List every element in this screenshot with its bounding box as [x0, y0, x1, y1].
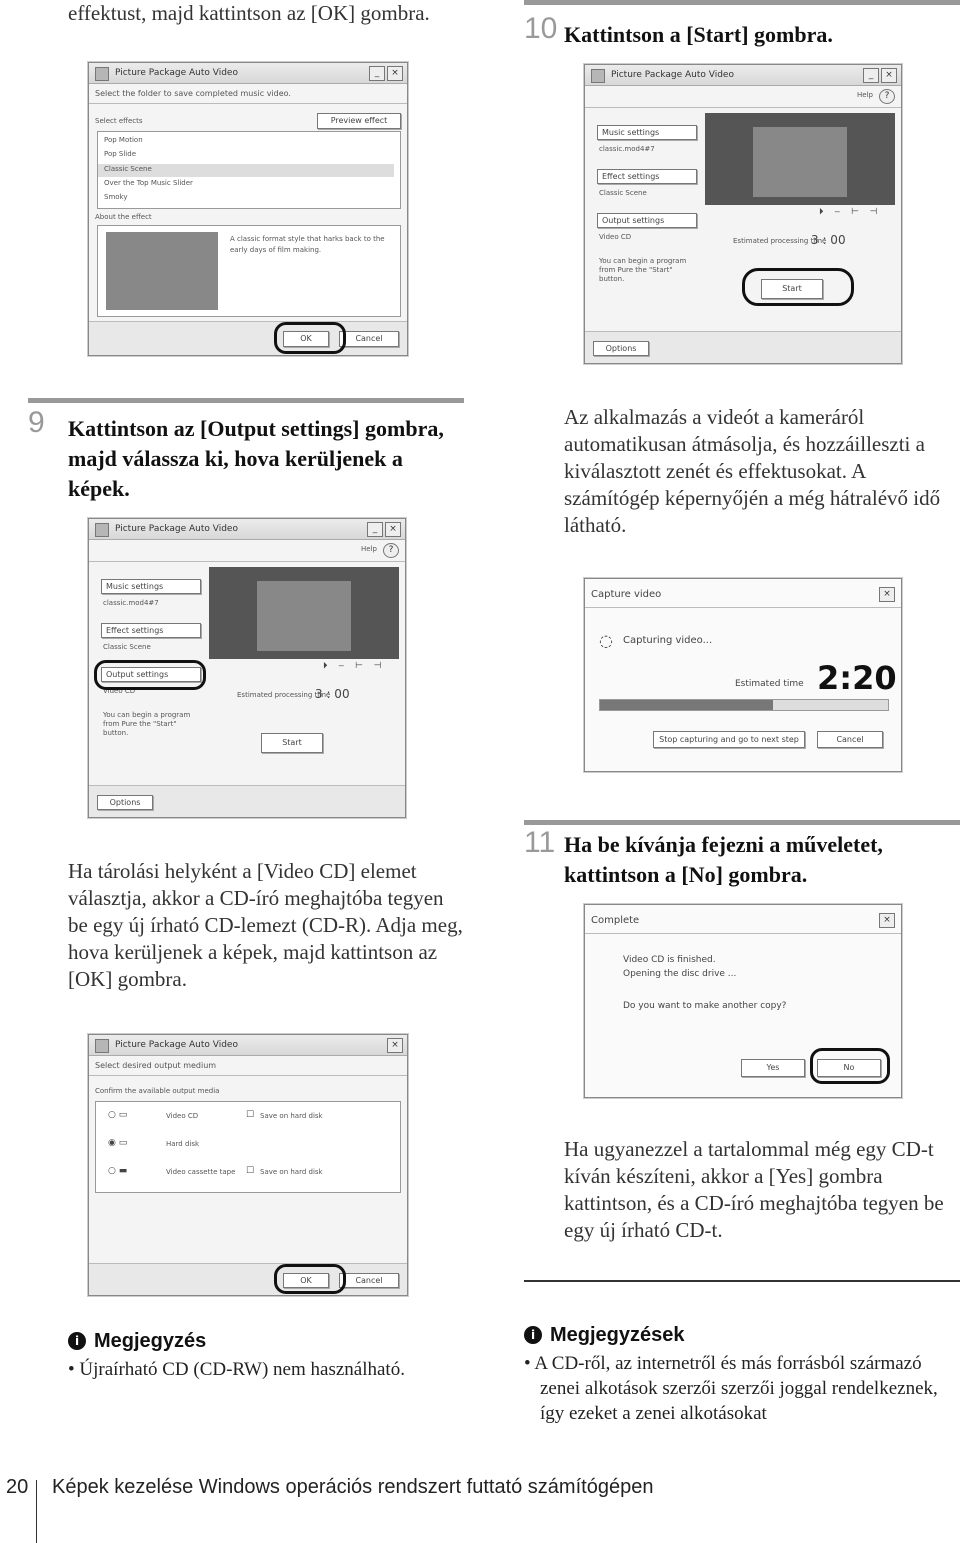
checkbox-icon[interactable]: ☐	[246, 1166, 255, 1176]
app-icon	[591, 69, 605, 83]
music-value: classic.mod4#7	[103, 599, 159, 607]
start-highlight-ring	[742, 268, 854, 306]
ok-button[interactable]: OK	[283, 331, 329, 347]
time-value: 3 : 00	[315, 687, 350, 701]
about-effect-text: A classic format style that harks back to the early days of film making.	[230, 235, 385, 254]
close-icon[interactable]: ×	[387, 1038, 403, 1053]
cancel-button[interactable]: Cancel	[339, 331, 399, 347]
output-value: Video CD	[103, 687, 136, 695]
preview-effect-button[interactable]: Preview effect	[317, 113, 401, 129]
window-titlebar	[89, 1035, 407, 1056]
output-row-label: Video cassette tape	[166, 1168, 236, 1176]
playback-controls[interactable]: ⏵ ‒ ⊢ ⊣	[819, 207, 882, 217]
effect-settings-button[interactable]: Effect settings	[101, 623, 201, 638]
estimated-time-label: Estimated time	[735, 679, 804, 689]
close-icon[interactable]: ×	[385, 522, 401, 537]
video-preview-frame	[257, 581, 351, 651]
minimize-icon[interactable]: _	[367, 522, 383, 537]
capture-dialog-title: Capture video	[591, 589, 662, 600]
intro-text: effektust, majd kattintson az [OK] gombra.	[68, 1, 430, 25]
list-item[interactable]: Over the Top Music Slider	[104, 179, 193, 187]
music-settings-button[interactable]: Music settings	[597, 125, 697, 140]
yes-button[interactable]: Yes	[741, 1059, 805, 1077]
output-row-check: Save on hard disk	[260, 1168, 323, 1176]
video-preview-frame	[753, 127, 847, 197]
help-label[interactable]: Help	[361, 545, 377, 553]
close-icon[interactable]: ×	[881, 68, 897, 83]
time-label: Estimated processing time	[237, 691, 331, 699]
no-button[interactable]: No	[817, 1059, 881, 1077]
section-rule	[524, 1280, 960, 1282]
capture-progress-fill	[600, 700, 773, 710]
stop-capturing-button[interactable]: Stop capturing and go to next step	[653, 731, 805, 748]
window-titlebar	[89, 63, 407, 84]
step9-rule	[28, 398, 464, 403]
note-left: i Megjegyzés • Újraírható CD (CD-RW) nem használható.	[68, 1330, 405, 1380]
ok-button[interactable]: OK	[283, 1273, 329, 1288]
step10-rule	[524, 0, 960, 5]
note-item: Újraírható CD (CD-RW) nem használható.	[79, 1359, 405, 1380]
help-label[interactable]: Help	[857, 91, 873, 99]
window-title: Picture Package Auto Video	[115, 1040, 238, 1050]
radio-video-cd[interactable]: ○ ▭	[108, 1110, 128, 1120]
step11-rule	[524, 820, 960, 825]
close-icon[interactable]: ×	[879, 587, 895, 602]
step11-description: Ha ugyanezzel a tartalommal még egy CD-t kíván készíteni, akkor a [Yes] gombra kattintson, és a CD-író meghajtóba tegyen be egy új írható CD-t.	[564, 1137, 944, 1242]
close-icon[interactable]: ×	[387, 66, 403, 81]
playback-controls[interactable]: ⏵ ‒ ⊢ ⊣	[323, 661, 386, 671]
list-item-selected[interactable]: Classic Scene	[104, 165, 152, 173]
note-item: A CD-ről, az internetről és más forrásból származó zenei alkotások szerzői szerzői joggal rendelkeznek, így ezeket a zenei alkotásokat	[534, 1353, 938, 1424]
minimize-icon[interactable]: _	[863, 68, 879, 83]
output-value: Video CD	[599, 233, 632, 241]
note-info-icon: i	[68, 1332, 86, 1350]
options-button[interactable]: Options	[97, 795, 153, 810]
output-row-check: Save on hard disk	[260, 1112, 323, 1120]
window-title: Picture Package Auto Video	[115, 524, 238, 534]
start-button[interactable]: Start	[761, 279, 823, 299]
ok-highlight-ring	[274, 322, 346, 354]
complete-line1: Video CD is finished.	[623, 955, 716, 965]
checkbox-icon[interactable]: ☐	[246, 1110, 255, 1120]
complete-question: Do you want to make another copy?	[623, 1001, 787, 1011]
options-button[interactable]: Options	[593, 341, 649, 356]
main-window-start-screenshot	[584, 64, 902, 364]
window-titlebar	[89, 519, 405, 540]
ok-highlight-ring	[274, 1264, 346, 1294]
hint-text: You can begin a program from Pure the "Start" button.	[103, 711, 191, 737]
output-settings-button[interactable]: Output settings	[597, 213, 697, 228]
step10-description: Az alkalmazás a videót a kameráról automatikusan átmásolja, és hozzáilleszti a kiválasztott zenét és effektusokat. A számítógép képernyőjén a még hátralévő idő látható.	[564, 405, 941, 537]
step10-heading: Kattintson a [Start] gombra.	[564, 22, 833, 47]
estimated-time-value: 2:20	[817, 659, 897, 697]
no-highlight-ring	[810, 1048, 890, 1084]
start-button[interactable]: Start	[261, 733, 323, 753]
complete-line2: Opening the disc drive ...	[623, 969, 737, 979]
minimize-icon[interactable]: _	[369, 66, 385, 81]
effects-subtitle: Select the folder to save completed music video.	[95, 89, 291, 98]
list-item[interactable]: Pop Motion	[104, 136, 143, 144]
window-titlebar	[585, 65, 901, 86]
spinner-icon: ◌	[599, 631, 613, 650]
app-icon	[95, 523, 109, 537]
effect-preview-image	[106, 232, 218, 310]
capture-status: Capturing video...	[623, 635, 713, 646]
storage-instructions: Ha tárolási helyként a [Video CD] elemet választja, akkor a CD-író meghajtóba tegyen be egy új írható CD-lemezt (CD-R). Adja meg, hova kerüljenek a képek, majd kattintson az [OK] gombra.	[68, 859, 463, 991]
list-item[interactable]: Pop Slide	[104, 150, 137, 158]
music-settings-button[interactable]: Music settings	[101, 579, 201, 594]
cancel-button[interactable]: Cancel	[339, 1273, 399, 1288]
effects-list-label: Select effects	[95, 117, 143, 125]
time-value: 3 : 00	[811, 233, 846, 247]
about-effect-label: About the effect	[95, 213, 152, 221]
effect-value: Classic Scene	[599, 189, 647, 197]
output-settings-button[interactable]: Output settings	[101, 667, 201, 682]
radio-video-tape[interactable]: ○ ▬	[108, 1166, 128, 1176]
output-settings-highlight-ring	[94, 660, 206, 690]
app-icon	[95, 1039, 109, 1053]
window-title: Picture Package Auto Video	[115, 68, 238, 78]
page-number: 20	[6, 1476, 29, 1498]
app-icon	[95, 67, 109, 81]
effects-window-screenshot	[88, 62, 408, 356]
step10-number: 10	[524, 12, 558, 45]
note-title: Megjegyzések	[550, 1324, 685, 1346]
output-row-label: Video CD	[166, 1112, 199, 1120]
output-medium-window-screenshot	[88, 1034, 408, 1296]
step11-heading: Ha be kívánja fejezni a műveletet, kattintson a [No] gombra.	[564, 832, 883, 887]
effects-list[interactable]	[97, 131, 401, 209]
window-title: Picture Package Auto Video	[611, 70, 734, 80]
output-subtitle: Select desired output medium	[95, 1061, 217, 1070]
note-info-icon: i	[524, 1326, 542, 1344]
note-title: Megjegyzés	[94, 1330, 207, 1352]
footer-text: Képek kezelése Windows operációs rendszert futtató számítógépen	[52, 1476, 654, 1498]
list-item[interactable]: Smoky	[104, 193, 128, 201]
footer-divider	[36, 1480, 37, 1543]
complete-dialog-title: Complete	[591, 915, 640, 926]
music-value: classic.mod4#7	[599, 145, 655, 153]
output-media-list[interactable]	[95, 1101, 401, 1193]
time-label: Estimated processing time	[733, 237, 827, 245]
capture-video-dialog-screenshot	[584, 578, 902, 772]
hint-text: You can begin a program from Pure the "Start" button.	[599, 257, 687, 283]
radio-hard-disk-selected[interactable]: ◉ ▭	[108, 1138, 128, 1148]
cancel-button[interactable]: Cancel	[817, 731, 883, 748]
output-section-label: Confirm the available output media	[95, 1087, 220, 1095]
close-icon[interactable]: ×	[879, 913, 895, 928]
help-icon[interactable]: ?	[879, 89, 895, 104]
output-row-label: Hard disk	[166, 1140, 200, 1148]
about-effect-panel	[97, 225, 401, 317]
help-icon[interactable]: ?	[383, 543, 399, 558]
note-right: i Megjegyzések • A CD-ről, az internetről és más forrásból származó zenei alkotások szerzői szerzői joggal rendelkeznek, így ezeket a zenei alkotásokat	[524, 1324, 938, 1424]
effect-settings-button[interactable]: Effect settings	[597, 169, 697, 184]
capture-progress-bar	[599, 699, 889, 711]
step9-heading: Kattintson az [Output settings] gombra, majd válassza ki, hova kerüljenek a képek.	[68, 416, 444, 501]
effect-value: Classic Scene	[103, 643, 151, 651]
step11-number: 11	[524, 826, 556, 859]
step9-number: 9	[28, 406, 45, 439]
